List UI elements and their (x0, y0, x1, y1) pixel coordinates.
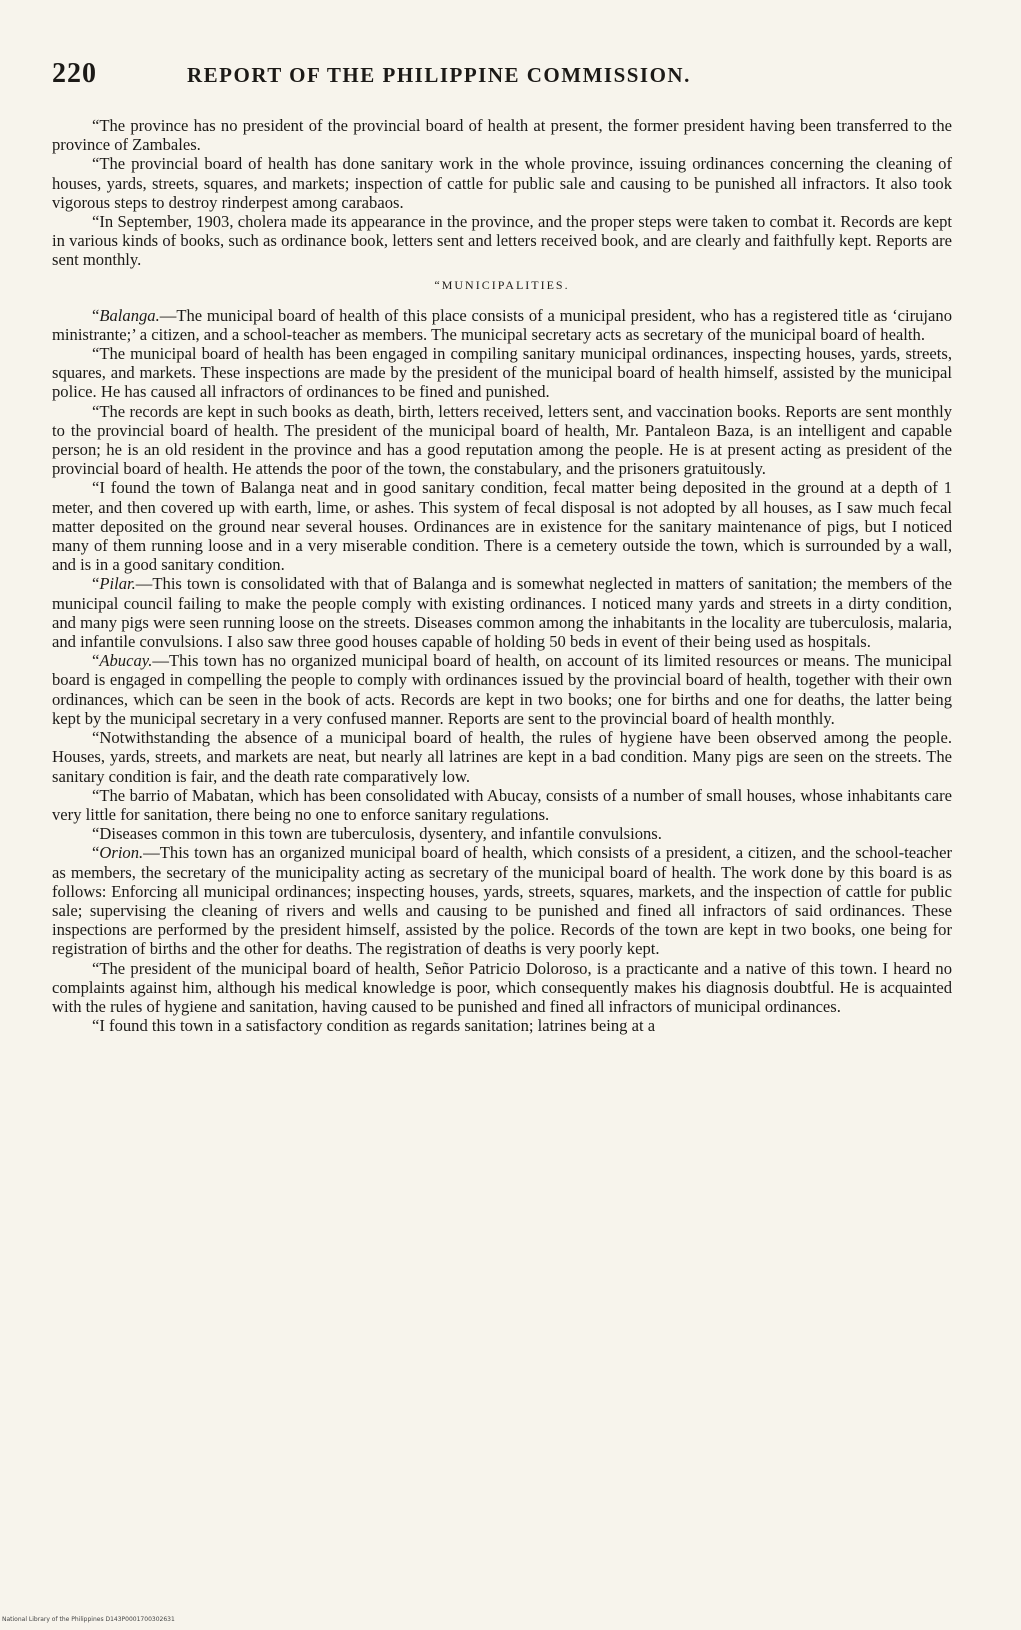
place-name-pilar: Pilar. (99, 574, 136, 594)
paragraph-text: —The municipal board of health of this place consists of a municipal president, who has a registered title as ‘cirujano ministrante;’ a citizen, and a school-teacher as members. The municipal secretary acts as secretary of the municipal board of health. (52, 305, 952, 344)
report-body (52, 116, 952, 1035)
paragraph-text: —This town has no organized municipal board of health, on account of its limited resources or means. The municipal board is engaged in compelling the people to comply with ordinances issued by the provincial board of health, together with their own ordinances, which can be seen in the book of acts. Records are kept in two books; one for births and one for deaths, the latter being kept by the municipal secretary in a very confused manner. Reports are sent to the provincial board of health monthly. (52, 651, 952, 728)
paragraph-text: —This town is consolidated with that of Balanga and is somewhat neglected in matters of sanitation; the members of the municipal council failing to make the people comply with existing ordinances. I noticed many yards and streets in a dirty condition, and many pigs were seen running loose on the streets. Diseases common among the inhabitants in the locality are tuberculosis, malaria, and infantile convulsions. I also saw three good houses capable of holding 50 beds in event of their being used as hospitals. (52, 574, 952, 652)
paragraph: “I found this town in a satisfactory condition as regards sanitation; latrines being at a (92, 1016, 656, 1036)
paragraph-text: —This town has an organized municipal board of health, which consists of a president, a citizen, and the school-teacher as members, the secretary of the municipality acting as secretary of the municipal board of health. The work done by this board is as follows: Enforcing all municipal ordinances; inspecting houses, yards, streets, squares, markets, and the inspection of cattle for public sale; supervising the cleaning of rivers and wells and causing to be punished and fined all infractors of said ordinances. These inspections are performed by the president himself, assisted by the police. Records of the town are kept in two books, one being for registration of births and the other for deaths. The registration of deaths is very poorly kept. (52, 843, 952, 959)
paragraph: “The provincial board of health has done sanitary work in the whole province, issuing ordinances concerning the cleaning of houses, yards, streets, squares, and markets; inspection of cattle for public sale and causing to be punished all infractors. It also took vigorous steps to destroy rinderpest among carabaos. (52, 154, 952, 212)
paragraph: “The records are kept in such books as death, birth, letters received, letters sent, and vaccination books. Reports are sent monthly to the provincial board of health. The president of the municipal board of health, Mr. Pantaleon Baza, is an intelligent and capable person; he is an old resident in the province and has a good reputation among the people. He is at present acting as president of the provincial board of health. He attends the poor of the town, the constabulary, and the prisoners gratuitously. (52, 401, 952, 479)
place-name-abucay: Abucay. (99, 651, 153, 671)
page-number: 220 (52, 58, 97, 89)
paragraph-balanga (52, 306, 952, 344)
quote-mark: “ (92, 651, 100, 671)
section-heading-municipalities: “MUNICIPALITIES. (434, 277, 570, 292)
paragraph: “The president of the municipal board of health, Señor Patricio Doloroso, is a practicante and a native of this town. I heard no complaints against him, although his medical knowledge is poor, which consequently makes his diagnosis doubtful. He is acquainted with the rules of hygiene and sanitation, having caused to be punished and fined all infractors of municipal ordinances. (52, 958, 952, 1016)
quote-mark: “ (92, 574, 100, 594)
paragraph: “Diseases common in this town are tuberculosis, dysentery, and infantile convulsions. (92, 824, 662, 844)
place-name-balanga: Balanga. (99, 305, 160, 325)
running-title: REPORT OF THE PHILIPPINE COMMISSION. (187, 63, 691, 87)
paragraph: “In September, 1903, cholera made its appearance in the province, and the proper steps were taken to combat it. Records are kept in various kinds of books, such as ordinance book, letters sent and letters received book, and are clearly and faithfully kept. Reports are sent monthly. (52, 212, 952, 270)
paragraph-pilar (52, 574, 952, 651)
place-name-orion: Orion. (99, 843, 144, 863)
paragraph-abucay (52, 651, 952, 728)
paragraph: “The province has no president of the provincial board of health at present, the former president having been transferred to the province of Zambales. (52, 116, 952, 155)
paragraph: “I found the town of Balanga neat and in good sanitary condition, fecal matter being deposited in the ground at a depth of 1 meter, and then covered up with earth, lime, or ashes. This system of fecal disposal is not adopted by all houses, as I saw much fecal matter deposited on the ground near several houses. Ordinances are in existence for the sanitary maintenance of pigs, but I noticed many of them running loose and in a very miserable condition. There is a cemetery outside the town, which is surrounded by a wall, and is in a good sanitary condition. (52, 478, 952, 575)
paragraph: “The barrio of Mabatan, which has been consolidated with Abucay, consists of a number of small houses, whose inhabitants care very little for sanitation, there being no one to enforce sanitary regulations. (52, 785, 952, 824)
page-header (52, 58, 952, 98)
paragraph-orion (52, 843, 952, 958)
quote-mark: “ (92, 843, 100, 863)
paragraph: “The municipal board of health has been engaged in compiling sanitary municipal ordinances, inspecting houses, yards, streets, squares, and markets. These inspections are made by the president of the municipal board of health himself, assisted by the municipal police. He has caused all infractors of ordinances to be fined and punished. (52, 344, 952, 402)
scan-credit: National Library of the Philippines D143P0001700302631 (2, 1616, 175, 1623)
quote-mark: “ (92, 305, 100, 325)
paragraph: “Notwithstanding the absence of a municipal board of health, the rules of hygiene have been observed among the people. Houses, yards, streets, and markets are neat, but nearly all latrines are kept in a bad condition. Many pigs are seen on the streets. The sanitary condition is fair, and the death rate comparatively low. (52, 728, 952, 786)
